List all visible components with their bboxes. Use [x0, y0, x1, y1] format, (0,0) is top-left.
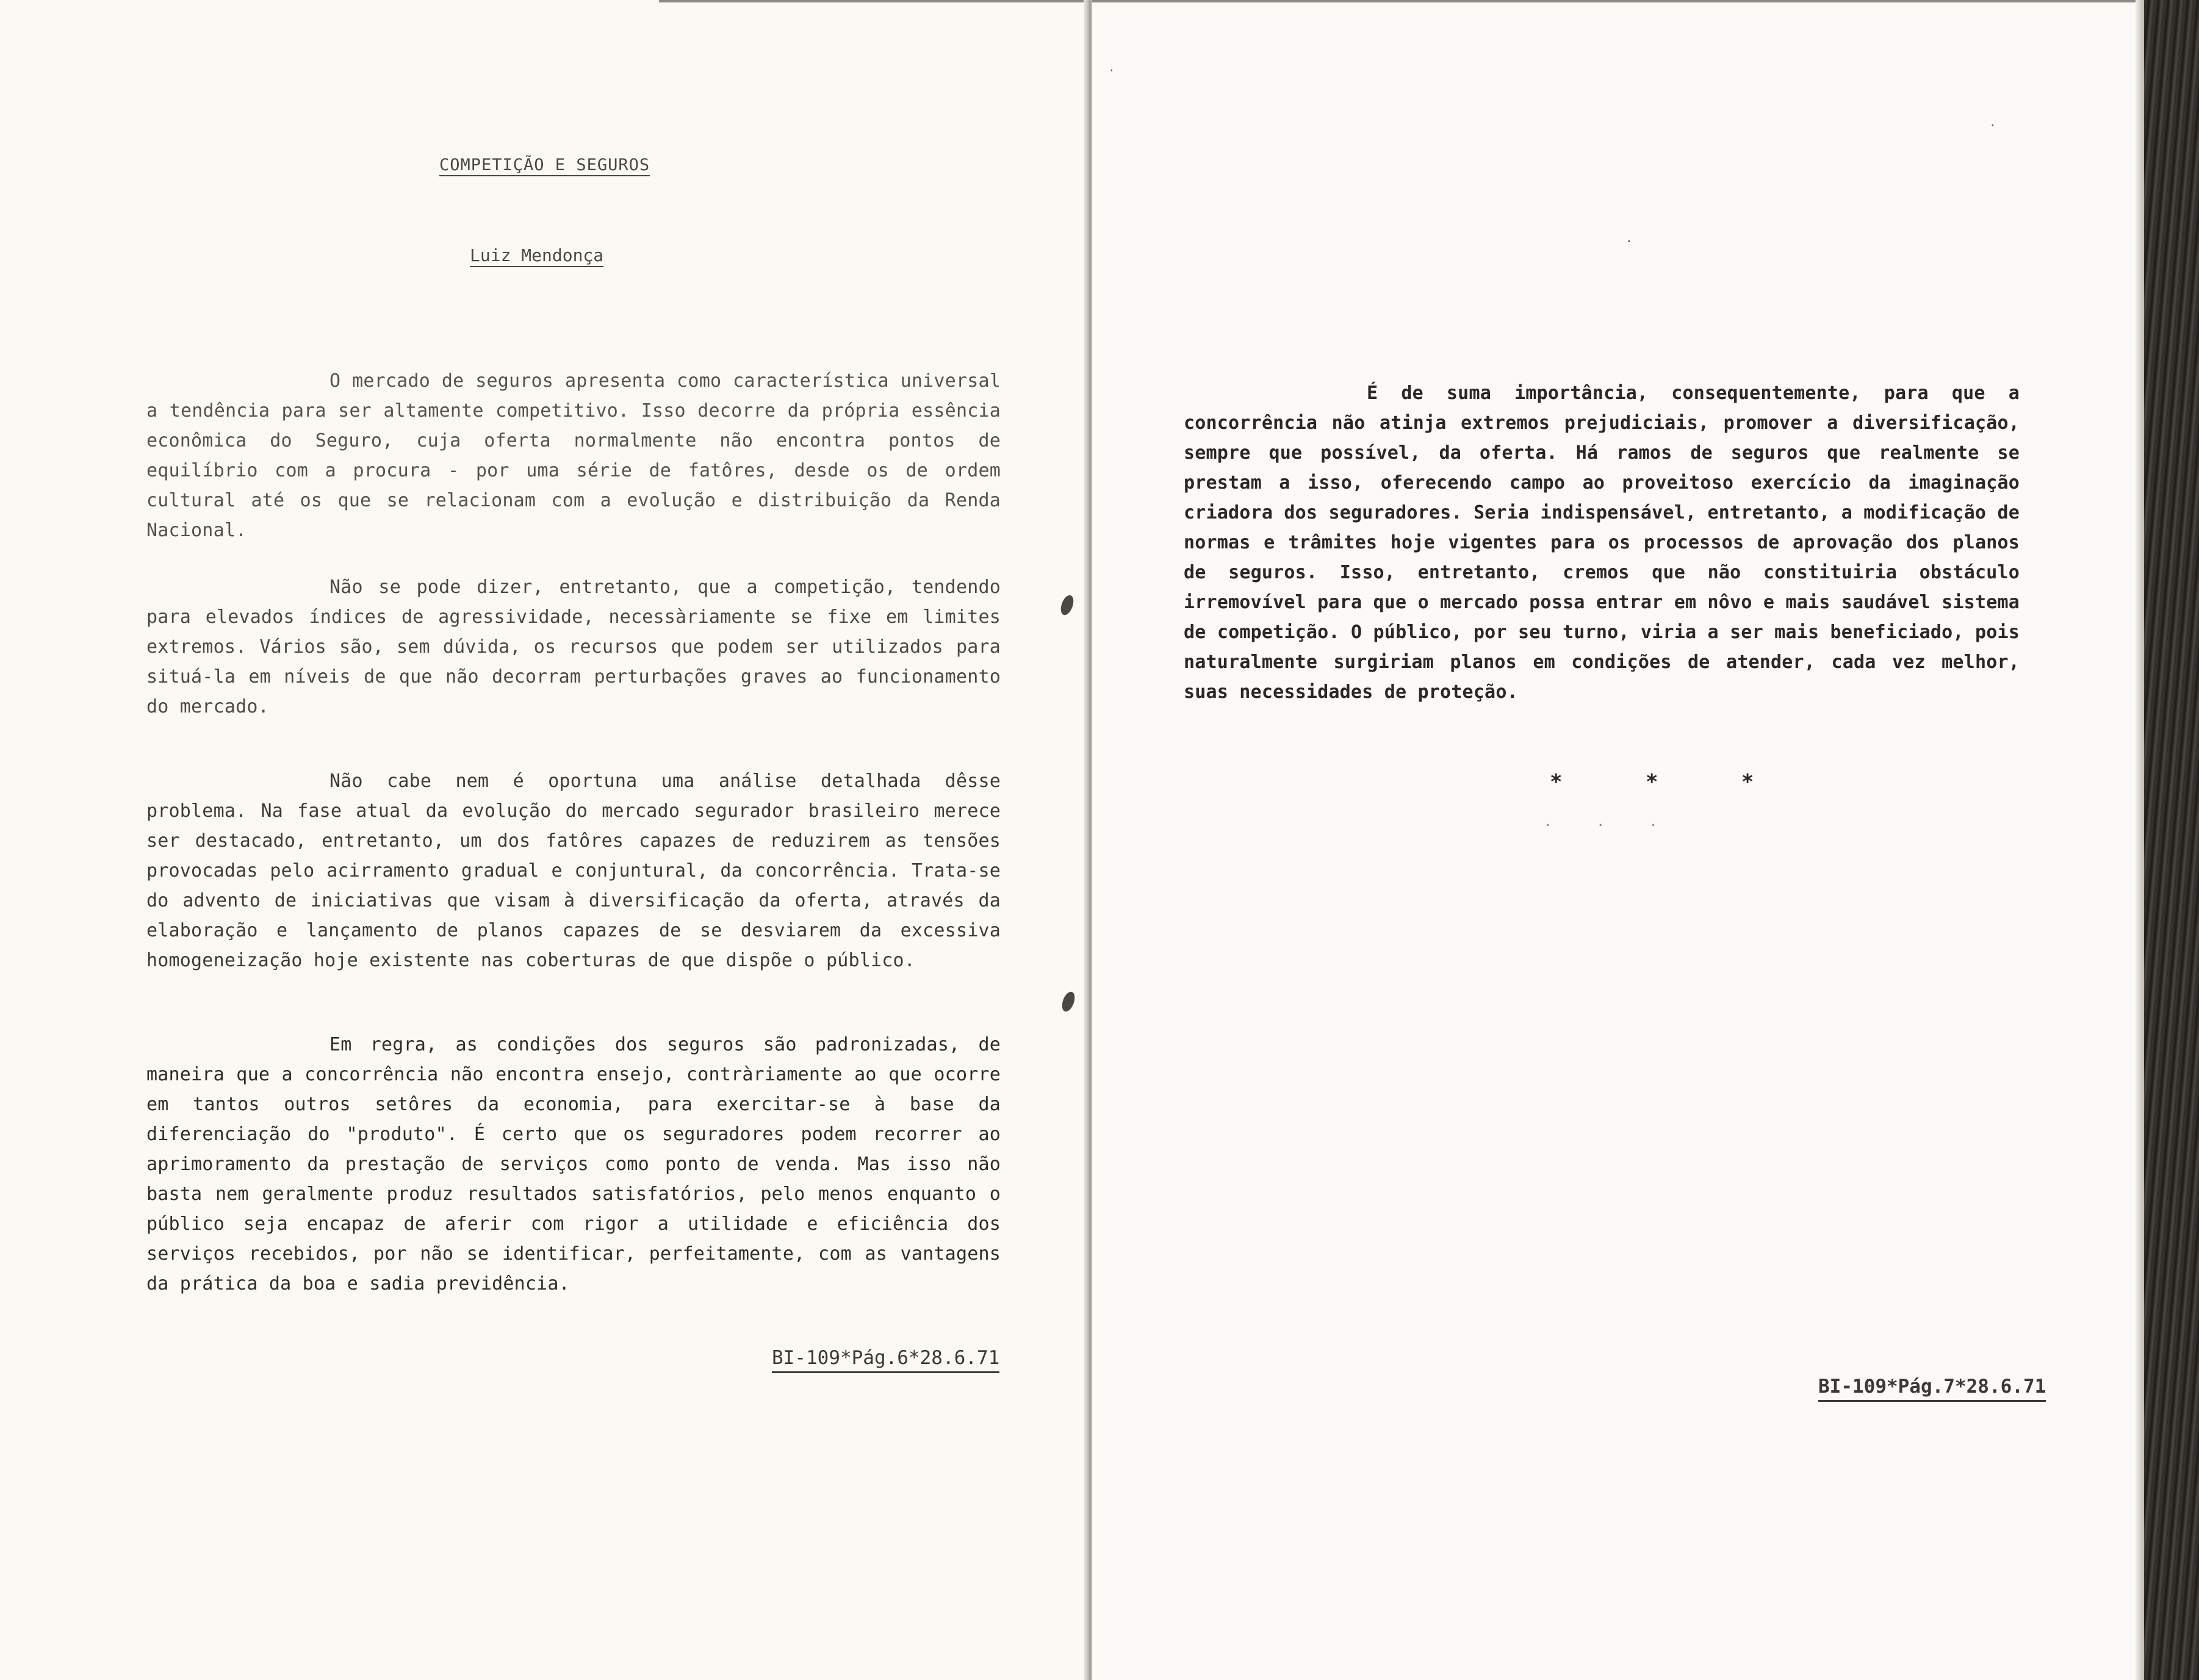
section-separator: * * * — [1550, 770, 1790, 794]
page-footer-right: BI-109*Pág.7*28.6.71 — [1818, 1376, 2046, 1402]
page-footer-left: BI-109*Pág.6*28.6.71 — [772, 1347, 999, 1373]
paragraph-1-text: O mercado de seguros apresenta como característica universal a tendência para ser altamente competitivo. Isso decorre da própria essência econômica do Seguro, cuja oferta normalmente não encontra pontos de equilíbrio com a procura - por uma série de fatôres, desde os de ordem cultural até os que se relacionam com a evolução e distribuição da Renda Nacional. — [146, 370, 1001, 541]
paragraph-3 — [146, 766, 1001, 975]
right-paragraph-text: É de suma importância, consequentemente, para que a concorrência não atinja extremos prejudiciais, promover a diversificação, sempre que possível, da oferta. Há ramos de seguros que realmente se prestam a isso, oferecendo campo ao proveitoso exercício da imaginação criadora dos seguradores. Seria indispensável, entretanto, a modificação de normas e trâmites hoje vigentes para os processos de aprovação dos planos de seguros. Isso, entretanto, cremos que não constituiria obstáculo irremovível para que o mercado possa entrar em nôvo e mais saudável sistema de competição. O público, por seu turno, viria a ser mais beneficiado, pois naturalmente surgiriam planos em condições de atender, cada vez melhor, suas necessidades de proteção. — [1184, 382, 2020, 703]
document-title: COMPETIÇÃO E SEGUROS — [439, 156, 650, 174]
paragraph-2-text: Não se pode dizer, entretanto, que a competição, tendendo para elevados índices de agressividade, necessàriamente se fixe em limites extremos. Vários são, sem dúvida, os recursos que podem ser utilizados para situá-la em níveis de que não decorram perturbações graves ao funcionamento do mercado. — [146, 576, 1001, 717]
paragraph-1 — [146, 366, 1001, 545]
left-page — [0, 0, 1086, 1680]
scan-speck: . — [1627, 229, 1632, 246]
top-edge-line-right — [1092, 0, 2136, 2]
scan-speck: . — [1109, 58, 1114, 75]
right-page — [1092, 0, 2142, 1680]
right-paragraph — [1184, 378, 2020, 707]
paragraph-3-text: Não cabe nem é oportuna uma análise detalhada dêsse problema. Na fase atual da evolução do mercado segurador brasileiro merece ser destacado, entretanto, um dos fatôres capazes de reduzirem as tensões provocadas pelo acirramento gradual e conjuntural, da concorrência. Trata-se do advento de iniciativas que visam à diversificação da oferta, através da elaboração e lançamento de planos capazes de se desviarem da excessiva homogeneização hoje existente nas coberturas de que dispõe o público. — [146, 770, 1001, 971]
scan-speck: . — [1990, 113, 1995, 130]
paragraph-2 — [146, 572, 1001, 722]
binding-hole-lower — [1060, 990, 1078, 1013]
paragraph-4-text: Em regra, as condições dos seguros são padronizadas, de maneira que a concorrência não encontra ensejo, contràriamente ao que ocorre em tantos outros setôres da economia, para exercitar-se à base da diferenciação do "produto". É certo que os seguradores podem recorrer ao aprimoramento da prestação de serviços como ponto de venda. Mas isso não basta nem geralmente produz resultados satisfatórios, pelo menos enquanto o público seja encapaz de aferir com rigor a utilidade e eficiência dos serviços recebidos, por não se identificar, perfeitamente, com as vantagens da prática da boa e sadia previdência. — [146, 1034, 1001, 1294]
separator-specks: . . . — [1544, 814, 1676, 830]
top-edge-line — [659, 0, 1086, 2]
paragraph-4 — [146, 1030, 1001, 1299]
binding-hole-upper — [1059, 594, 1076, 617]
binder-edge — [2136, 0, 2199, 1680]
author-name: Luiz Mendonça — [470, 245, 604, 265]
